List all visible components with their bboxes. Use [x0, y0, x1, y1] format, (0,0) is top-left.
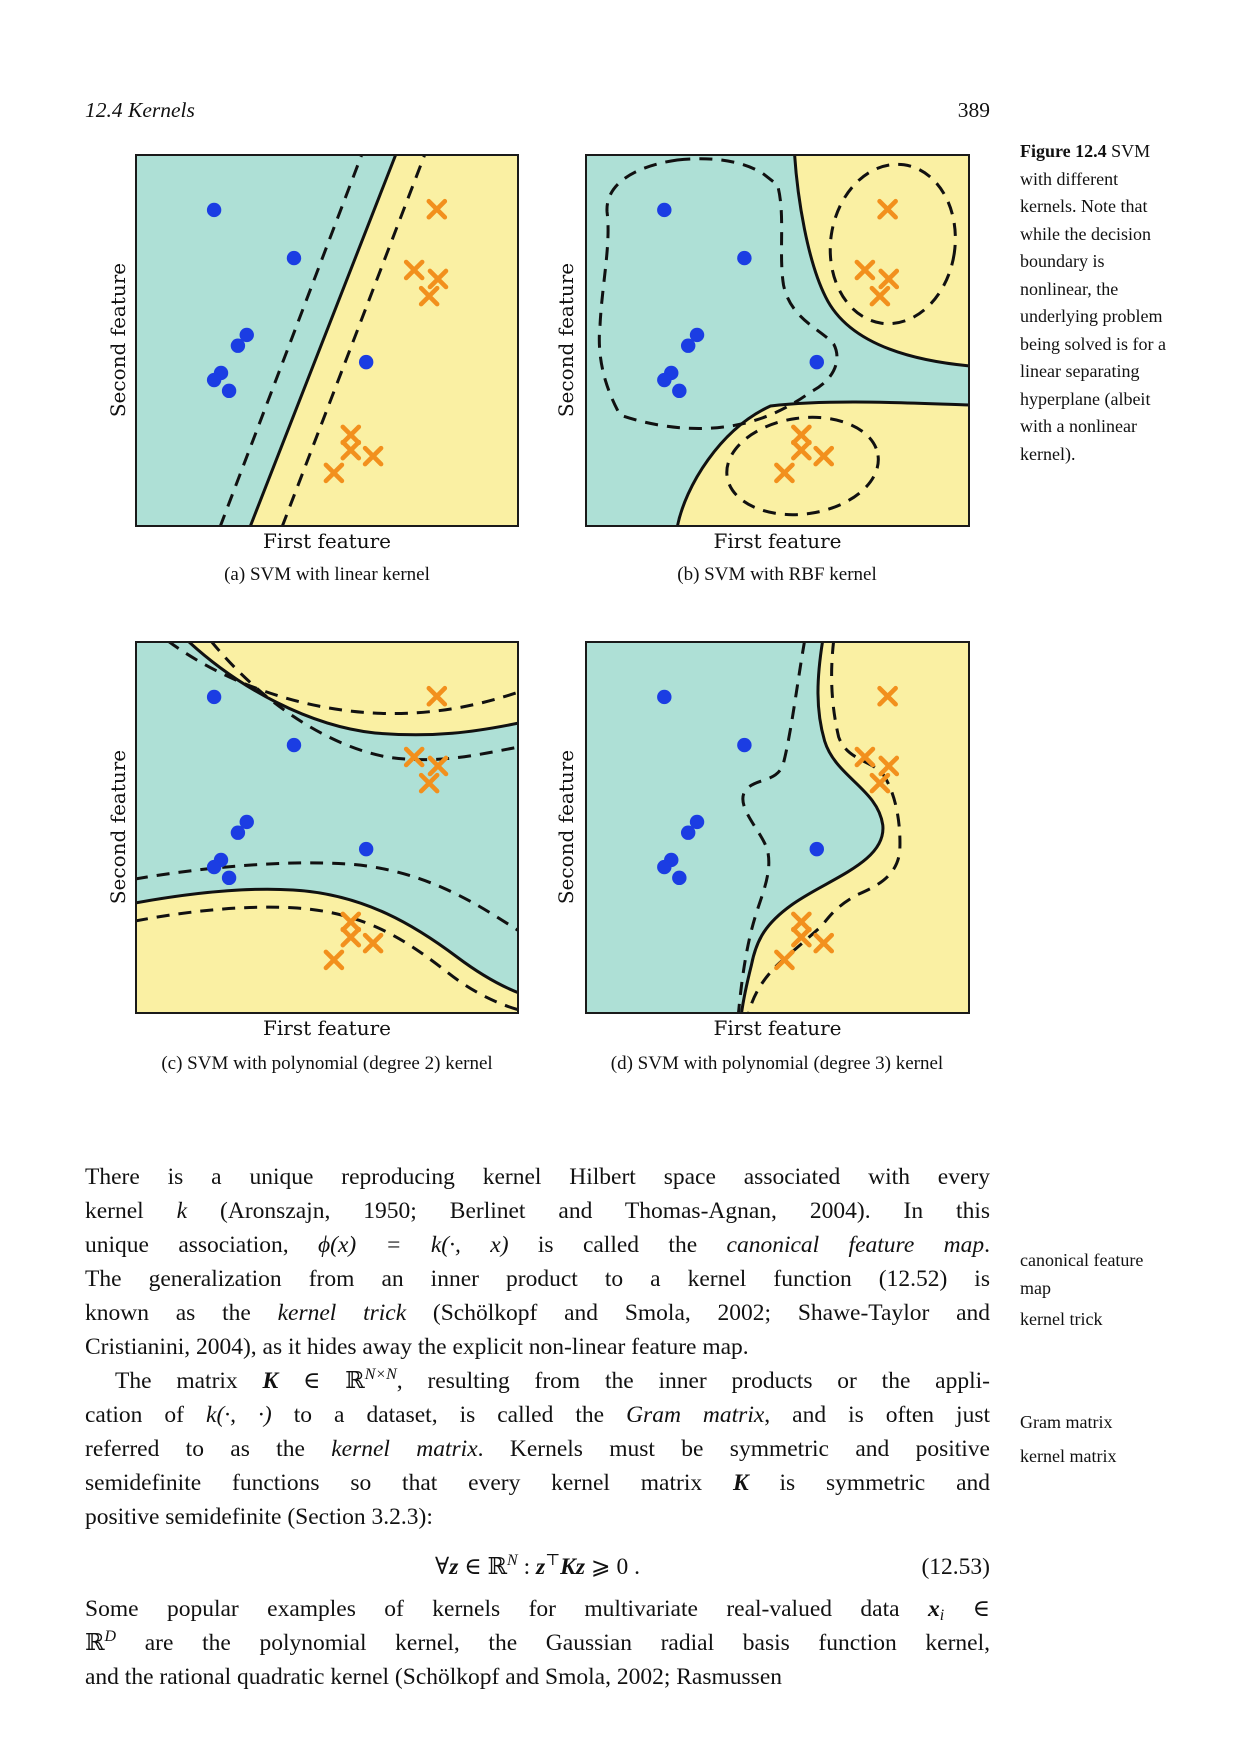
svm-poly2-plot	[135, 641, 519, 1014]
paragraph-kernel-examples: Some popular examples of kernels for multivariate real-valued data xi ∈ ℝ$^D$ are the polynomial kernel, the Gaussian radial basis function kernel, and the rational quadratic kernel (Schölkopf and Smola, 2002; Rasmussen	[85, 1596, 990, 1690]
x-axis-label-c: First feature	[263, 1016, 391, 1040]
subcaption-c: (c) SVM with polynomial (degree 2) kernel	[161, 1053, 493, 1074]
margin-note-gram-matrix: Gram matrix	[1020, 1412, 1113, 1432]
x-axis-label-d: First feature	[713, 1016, 842, 1040]
section-title: 12.4 Kernels	[85, 98, 195, 122]
y-axis-label-a: Second feature	[106, 262, 130, 418]
svm-poly3-plot	[585, 641, 970, 1014]
equation-number: (12.53)	[921, 1554, 990, 1580]
margin-note-kernel-trick: kernel trick	[1020, 1309, 1103, 1329]
page-number: 389	[957, 98, 990, 122]
equation-body: ∀z ∈ ℝ$^N$ : z⊤Kz ⩾ 0 .	[435, 1552, 640, 1580]
paragraph-gram-matrix: The matrix K ∈ ℝ$^{N\times N}$, resulting from the inner products or the appli- cation of k(·, ·) to a dataset, is called the Gram matrix, and is often just referred to as the kernel matrix. Kernels must be symmetric and positive semidefinite functions so that every kernel matrix K is symmetric and positive semidefinite (Section 3.2.3):	[85, 1366, 990, 1530]
panel-a	[135, 154, 519, 527]
subcaption-d: (d) SVM with polynomial (degree 3) kernel	[610, 1053, 944, 1074]
panel-d	[585, 641, 970, 1014]
y-axis-label-d: Second feature	[554, 749, 578, 905]
subcaption-a: (a) SVM with linear kernel	[224, 564, 430, 585]
y-axis-label-c: Second feature	[106, 749, 130, 905]
svm-linear-plot	[135, 154, 519, 527]
svm-rbf-plot	[585, 154, 970, 527]
subcaption-b: (b) SVM with RBF kernel	[677, 564, 877, 585]
paragraph-rkhs: There is a unique reproducing kernel Hilbert space associated with every kernel k (Aronszajn, 1950; Berlinet and Thomas-Agnan, 2004). In this unique association, ϕ(x) = k(·, x) is called the canonical feature map. The generalization from an inner product to a kernel function (12.52) is known as the kernel trick (Schölkopf and Smola, 2002; Shawe-Taylor and Cristianini, 2004), as it hides away the explicit non-linear feature map.	[85, 1164, 990, 1360]
margin-note-kernel-matrix: kernel matrix	[1020, 1446, 1117, 1466]
y-axis-label-b: Second feature	[554, 262, 578, 418]
x-axis-label-a: First feature	[263, 529, 391, 553]
panel-c	[135, 641, 519, 1014]
panel-b	[585, 154, 970, 527]
figure-caption: Figure 12.4 SVM with different kernels. Note that while the decision boundary is nonlinear, the underlying problem being solved is for a linear separating hyperplane (albeit with a nonlinear kernel).	[1020, 141, 1166, 464]
margin-note-canonical-feature-map: canonical feature map	[1020, 1250, 1144, 1298]
running-head	[85, 98, 990, 126]
equation-12-53	[85, 1542, 990, 1592]
x-axis-label-b: First feature	[713, 529, 842, 553]
body-text	[85, 1160, 990, 1694]
